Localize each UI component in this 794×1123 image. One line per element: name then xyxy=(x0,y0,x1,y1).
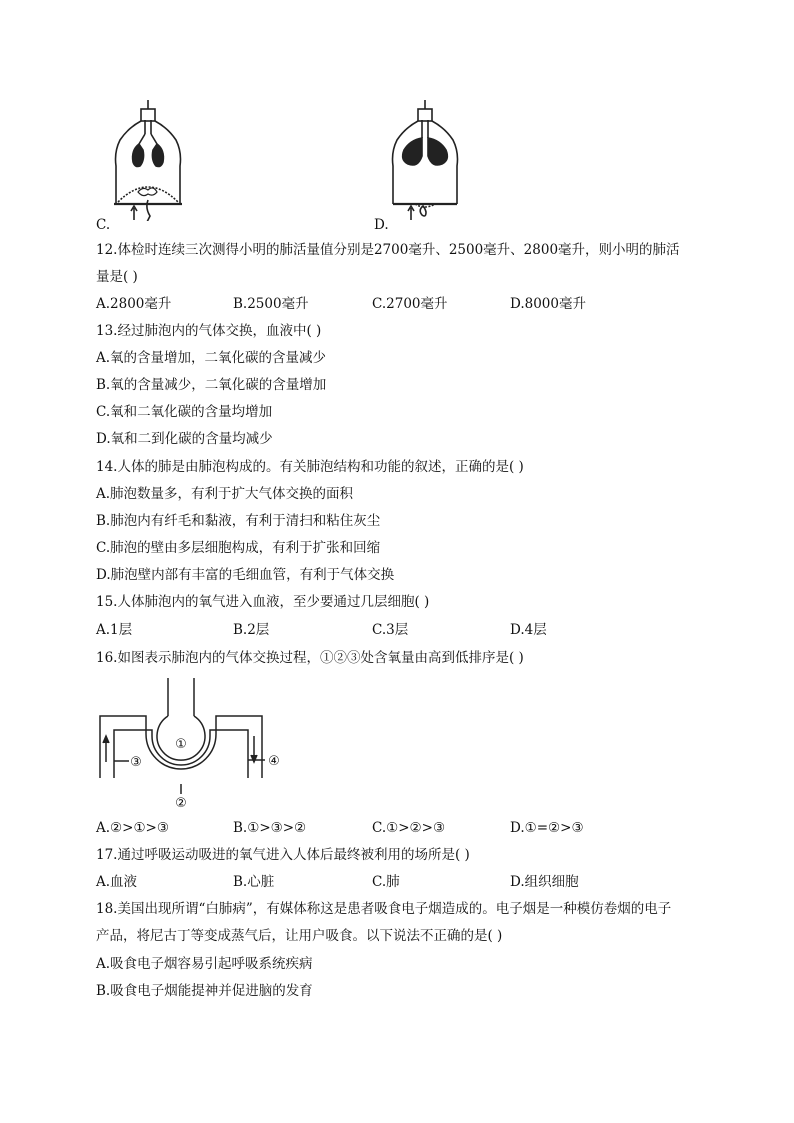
bell-jar-figure-d xyxy=(385,96,465,221)
q14-option-a: A.肺泡数量多，有利于扩大气体交换的面积 xyxy=(96,486,354,502)
q14-option-d: D.肺泡壁内部有丰富的毛细血管，有利于气体交换 xyxy=(96,567,395,583)
q18-stem-line1: 18.美国出现所谓“白肺病”，有媒体称这是患者吸食电子烟造成的。电子烟是一种模仿卷烟的电子 xyxy=(96,901,672,917)
q17-option-d: D.组织细胞 xyxy=(510,874,579,890)
label-3: ③ xyxy=(130,755,142,770)
q12-stem-line1: 12.体检时连续三次测得小明的肺活量值分别是2700毫升、2500毫升、2800毫升，则小明的肺活 xyxy=(96,242,680,258)
q13-option-d: D.氧和二到化碳的含量均减少 xyxy=(96,431,273,447)
q16-option-a: A.②>①>③ xyxy=(96,820,169,836)
q14-stem: 14.人体的肺是由肺泡构成的。有关肺泡结构和功能的叙述，正确的是( ) xyxy=(96,459,524,475)
q16-option-d: D.①=②>③ xyxy=(510,820,584,836)
bell-jar-figure-c xyxy=(108,96,188,221)
q18-stem-line2: 产品，将尼古丁等变成蒸气后，让用户吸食。以下说法不正确的是( ) xyxy=(96,928,503,944)
q17-option-c: C.肺 xyxy=(372,874,400,890)
alveolus-diagram xyxy=(94,678,294,810)
q16-option-b: B.①>③>② xyxy=(233,820,307,836)
q14-option-b: B.肺泡内有纤毛和黏液，有利于清扫和粘住灰尘 xyxy=(96,513,381,529)
q12-option-b: B.2500毫升 xyxy=(233,296,309,312)
q17-stem: 17.通过呼吸运动吸进的氧气进入人体后最终被利用的场所是( ) xyxy=(96,847,470,863)
q15-option-c: C.3层 xyxy=(372,622,409,638)
q13-option-b: B.氧的含量减少，二氧化碳的含量增加 xyxy=(96,377,327,393)
alveolus-structure xyxy=(100,678,265,794)
q13-option-a: A.氧的含量增加，二氧化碳的含量减少 xyxy=(96,350,327,366)
q18-option-a: A.吸食电子烟容易引起呼吸系统疾病 xyxy=(96,956,313,972)
bell-jar-c-icon xyxy=(114,100,182,221)
label-1: ① xyxy=(175,737,187,752)
figure-d-label: D. xyxy=(374,217,389,233)
q16-stem: 16.如图表示肺泡内的气体交换过程，①②③处含氧量由高到低排序是( ) xyxy=(96,650,524,666)
label-2: ② xyxy=(175,796,187,810)
q18-option-b: B.吸食电子烟能提神并促进脑的发育 xyxy=(96,983,313,999)
alveolus-labels xyxy=(130,737,280,810)
q12-stem-line2: 量是( ) xyxy=(96,269,138,285)
q15-option-a: A.1层 xyxy=(96,622,133,638)
q12-option-d: D.8000毫升 xyxy=(510,296,586,312)
q13-stem: 13.经过肺泡内的气体交换，血液中( ) xyxy=(96,323,322,339)
q15-stem: 15.人体肺泡内的氧气进入血液，至少要通过几层细胞( ) xyxy=(96,594,430,610)
label-4: ④ xyxy=(268,754,280,769)
q12-option-a: A.2800毫升 xyxy=(96,296,172,312)
q12-option-c: C.2700毫升 xyxy=(372,296,448,312)
q15-option-d: D.4层 xyxy=(510,622,547,638)
figure-c-label: C. xyxy=(96,217,111,233)
q15-option-b: B.2层 xyxy=(233,622,270,638)
q13-option-c: C.氧和二氧化碳的含量均增加 xyxy=(96,404,273,420)
q17-option-a: A.血液 xyxy=(96,874,138,890)
q17-option-b: B.心脏 xyxy=(233,874,275,890)
bell-jar-d-icon xyxy=(393,100,458,220)
q14-option-c: C.肺泡的壁由多层细胞构成，有利于扩张和回缩 xyxy=(96,540,381,556)
q16-option-c: C.①>②>③ xyxy=(372,820,446,836)
